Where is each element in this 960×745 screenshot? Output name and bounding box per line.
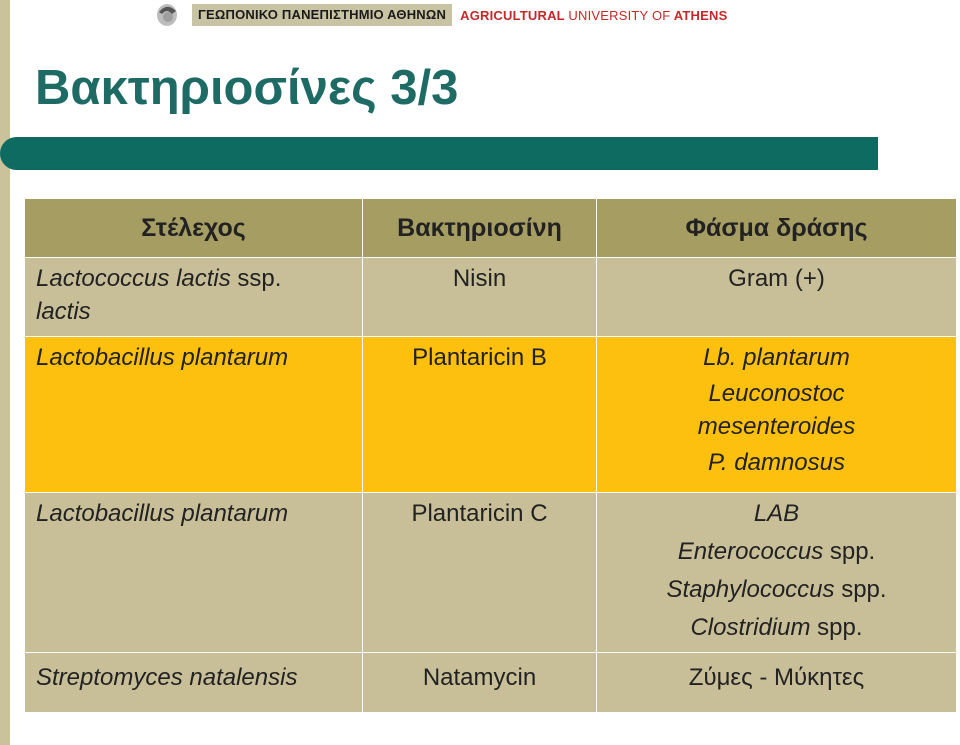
table-row	[25, 258, 957, 337]
column-header-bacteriocin: Βακτηριοσίνη	[363, 199, 597, 258]
spectrum-cell: LAB Enterococcus spp. Staphylococcus spp. Clostridium spp.	[597, 493, 957, 653]
strain-cell: Streptomyces natalensis	[25, 653, 363, 713]
strain-cell: Lactococcus lactis ssp. lactis	[25, 258, 363, 337]
slide-title: Βακτηριοσίνες 3/3	[35, 61, 459, 115]
left-decorative-band	[0, 0, 10, 745]
title-underline-bar	[0, 137, 878, 170]
table-row	[25, 337, 957, 493]
university-logo	[150, 2, 727, 28]
university-name-greek: ΓΕΩΠΟΝΙΚΟ ΠΑΝΕΠΙΣΤΗΜΙΟ ΑΘΗΝΩΝ	[192, 4, 452, 26]
table-header-row	[25, 199, 957, 258]
spectrum-cell: Lb. plantarum Leuconostoc mesenteroides P. damnosus	[597, 337, 957, 493]
spectrum-cell: Ζύμες - Μύκητες	[597, 653, 957, 713]
bacteriocin-cell: Plantaricin C	[363, 493, 597, 653]
university-name-english: AGRICULTURAL UNIVERSITY OF ATHENS	[460, 7, 728, 23]
table-row	[25, 653, 957, 713]
spectrum-cell: Gram (+)	[597, 258, 957, 337]
bacteriocin-table	[24, 198, 957, 713]
column-header-spectrum: Φάσμα δράσης	[597, 199, 957, 258]
bacteriocin-cell: Nisin	[363, 258, 597, 337]
strain-cell: Lactobacillus plantarum	[25, 337, 363, 493]
column-header-strain: Στέλεχος	[25, 199, 363, 258]
bacteriocin-cell: Natamycin	[363, 653, 597, 713]
table-row	[25, 493, 957, 653]
athena-head-icon	[150, 2, 184, 28]
strain-cell: Lactobacillus plantarum	[25, 493, 363, 653]
bacteriocin-cell: Plantaricin B	[363, 337, 597, 493]
